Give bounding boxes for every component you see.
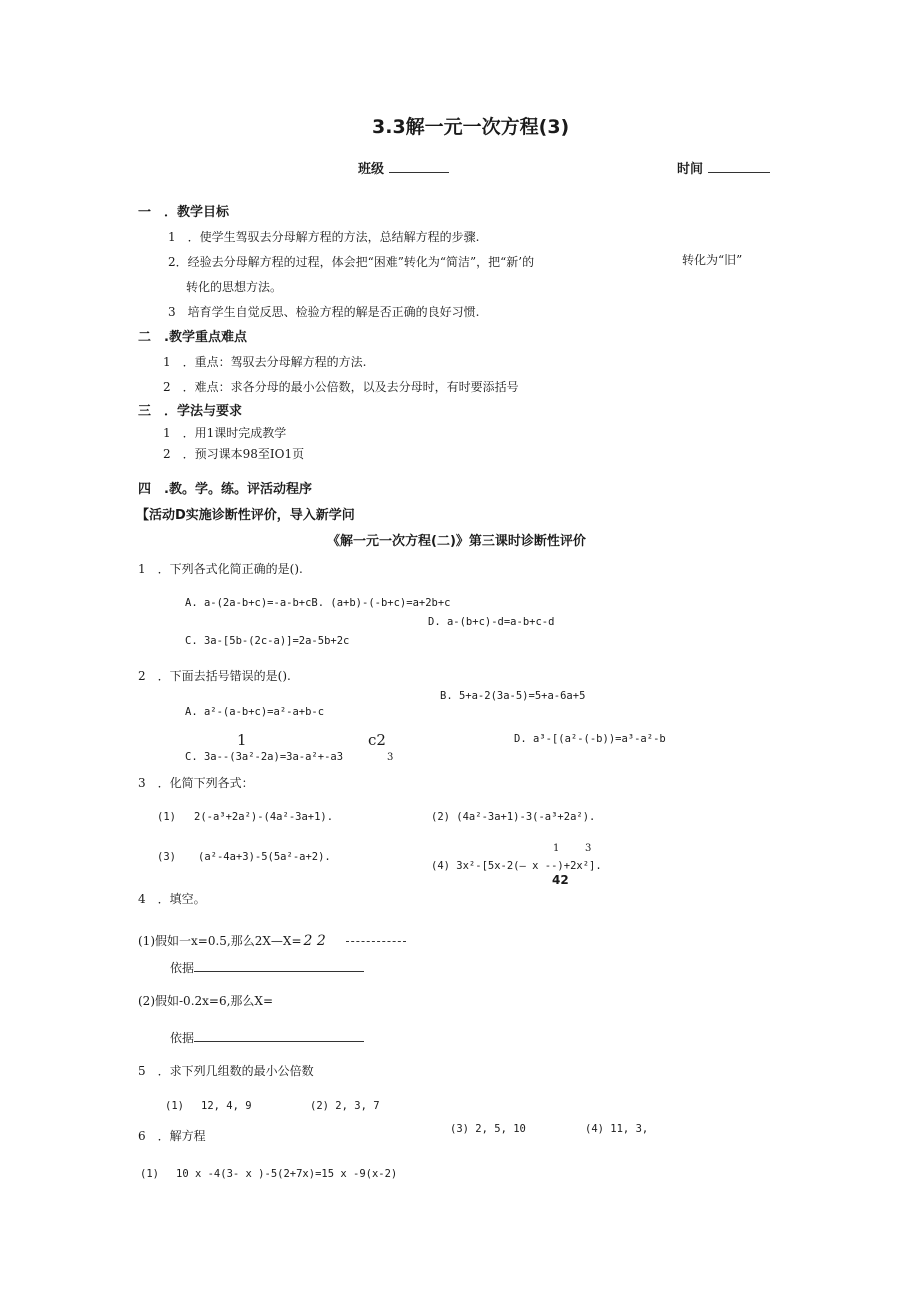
section3-item1: 1 ．用1课时完成教学: [163, 426, 287, 440]
q2-option-d: D. a³-[(a²-(-b))=a³-a²-b: [514, 733, 666, 745]
q3-part4: (4) 3x²-[5x-2(— x --)+2x²].: [431, 860, 602, 872]
section3-heading: 三 ．学法与要求: [138, 404, 243, 419]
q3-part1: 2(-a³+2a²)-(4a²-3a+1).: [194, 811, 334, 823]
q4-basis1-blank[interactable]: [194, 960, 364, 972]
section1-item2a: 2．经验去分母解方程的过程，体会把“困难”转化为“简洁”，把“新’的: [168, 255, 535, 269]
page-title: 3.3解一元一次方程(3): [372, 116, 570, 138]
q4-basis2-text: 依据: [170, 1031, 195, 1045]
section1-item1: 1 ．使学生驾驭去分母解方程的方法，总结解方程的步骤.: [168, 230, 480, 244]
q4-part1-text: (1)假如一x=0.5,那么2X—X=: [138, 934, 302, 948]
q4-part1: [138, 934, 326, 948]
q5-part1-label: (1): [165, 1100, 184, 1112]
q5-part1: 12, 4, 9: [201, 1100, 252, 1112]
q4-part1-answer: 2 2: [303, 933, 326, 949]
q2-fraction-den: 3: [387, 752, 394, 763]
evaluation-subtitle: 《解一元一次方程(二)》第三课时诊断性评价: [327, 534, 586, 549]
q5-part3: (3) 2, 5, 10: [450, 1123, 526, 1135]
q5-part2: (2) 2, 3, 7: [310, 1100, 380, 1112]
section2-item2: 2 ．难点：求各分母的最小公倍数，以及去分母时，有时要添括号: [163, 380, 519, 394]
q4-basis2: [170, 1030, 364, 1044]
q3-part4-top1: 1: [553, 843, 560, 854]
section1-item2b: 转化为“旧”: [682, 253, 743, 267]
q3-part3: (a²-4a+3)-5(5a²-a+2).: [198, 851, 331, 863]
time-label-text: 时间: [677, 162, 704, 177]
q3-part1-label: (1): [157, 811, 176, 823]
section2-item1: 1 ．重点：驾驭去分母解方程的方法.: [163, 355, 367, 369]
q3-stem: 3 ．化简下列各式：: [138, 776, 254, 790]
section1-item2c: 转化的思想方法。: [186, 280, 283, 294]
q3-part4-bottom-clip: [540, 873, 580, 887]
q3-part2: (2) (4a²-3a+1)-3(-a³+2a²).: [431, 811, 596, 823]
q1-stem: 1 ．下列各式化简正确的是().: [138, 562, 303, 576]
q2-option-a: A. a²-(a-b+c)=a²-a+b-c: [185, 706, 325, 718]
q2-fraction-c2: c2: [368, 731, 386, 749]
q6-part1-label: (1): [140, 1168, 159, 1180]
q6-stem: 6 ．解方程: [138, 1129, 206, 1143]
q2-fraction-num: 1: [237, 731, 247, 749]
section1-heading: 一 ．教学目标: [138, 205, 230, 220]
q4-stem: 4 ．填空。: [138, 892, 206, 906]
class-label-text: 班级: [358, 162, 385, 177]
q1-option-ab: A. a-(2a-b+c)=-a-b+cB. (a+b)-(-b+c)=a+2b+c: [185, 597, 451, 609]
q4-basis1: [170, 960, 364, 974]
q3-part3-label: (3): [157, 851, 176, 863]
q2-stem: 2 ．下面去括号错误的是().: [138, 669, 291, 683]
q5-stem: 5 ．求下列几组数的最小公倍数: [138, 1064, 314, 1078]
q4-basis2-blank[interactable]: [194, 1030, 364, 1042]
q2-option-b: B. 5+a-2(3a-5)=5+a-6a+5: [440, 690, 586, 702]
time-label: [677, 160, 770, 176]
q4-part2: (2)假如-0.2x=6,那么X=: [138, 994, 274, 1008]
q3-part4-top2: 3: [585, 843, 592, 854]
q2-option-c: C. 3a--(3a²-2a)=3a-a²+-a3: [185, 751, 344, 763]
section4-heading: 四 .教。学。练。评活动程序: [138, 482, 312, 497]
activity-heading: 【活动D实施诊断性评价，导入新学问: [136, 508, 355, 523]
q6-part1: 10 x -4(3- x )-5(2+7x)=15 x -9(x-2): [176, 1168, 398, 1180]
q4-part1-dashed-line: [346, 941, 406, 942]
q4-basis1-text: 依据: [170, 961, 195, 975]
q1-option-c: C. 3a-[5b-(2c-a)]=2a-5b+2c: [185, 635, 350, 647]
class-blank[interactable]: [389, 160, 449, 173]
class-label: [358, 160, 449, 176]
section2-heading: 二 .教学重点难点: [138, 330, 247, 345]
q5-part4: (4) 11, 3,: [585, 1123, 649, 1135]
section3-item2: 2 ．预习课本98至IO1页: [163, 447, 305, 461]
q3-part4-bottom: 42: [552, 873, 569, 887]
time-blank[interactable]: [708, 160, 770, 173]
q1-option-d: D. a-(b+c)-d=a-b+c-d: [428, 616, 555, 628]
section1-item3: 3 培育学生自觉反思、检验方程的解是否正确的良好习惯.: [168, 305, 480, 319]
